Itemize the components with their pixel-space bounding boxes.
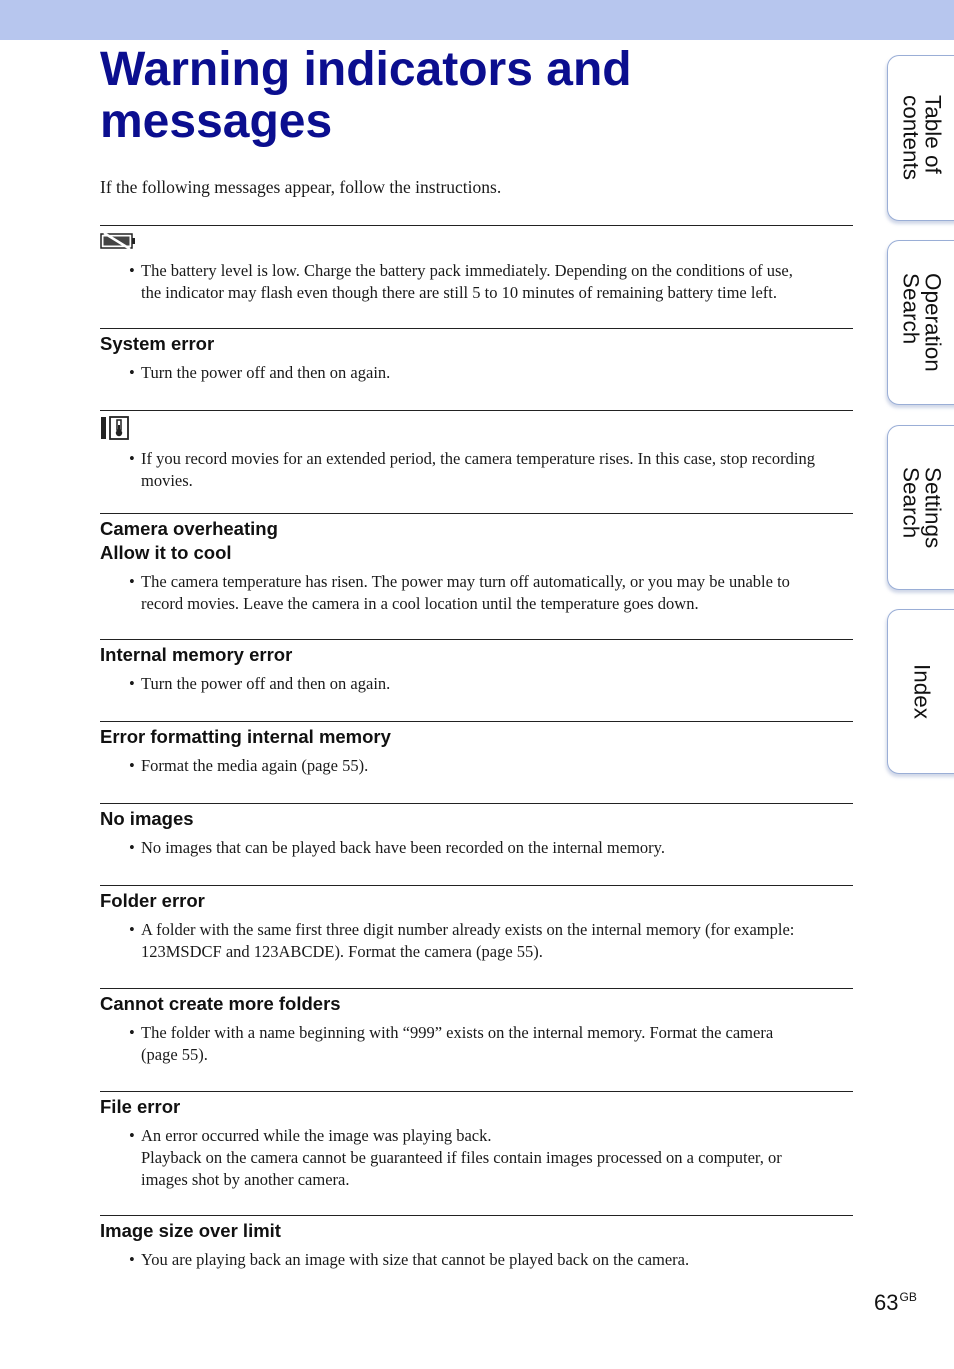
battery-low-icon xyxy=(100,231,136,251)
tab-label: Settings Search xyxy=(898,466,946,549)
tab-label: Operation Search xyxy=(898,273,946,372)
tab-label: Index xyxy=(909,663,935,720)
section-system-error xyxy=(100,328,853,410)
tab-table-of-contents[interactable] xyxy=(887,55,954,221)
list-item: • No images that can be played back have been recorded on the internal memory. xyxy=(100,837,853,859)
warning-list xyxy=(100,225,853,1276)
list-item: • The camera temperature has risen. The power may turn off automatically, or you may be unable to record movies. Leave the camera in a cool location until the temperature goes down. xyxy=(100,571,853,615)
section-error-formatting xyxy=(100,721,853,803)
section-internal-memory-error xyxy=(100,639,853,721)
section-heading: Folder error xyxy=(100,890,205,911)
section-file-error xyxy=(100,1091,853,1215)
section-image-size-over-limit xyxy=(100,1215,853,1276)
page-title-line-1: Warning indicators and xyxy=(100,43,632,96)
page-title xyxy=(100,44,840,148)
section-heading: File error xyxy=(100,1096,181,1117)
section-heading: Error formatting internal memory xyxy=(100,726,391,747)
list-item: • A folder with the same first three digit number already exists on the internal memory (for example: 123MSDCF and 123ABCDE). Format the camera (page 55). xyxy=(100,919,853,963)
section-temperature-warning xyxy=(100,410,853,513)
section-heading: System error xyxy=(100,333,215,354)
list-item: • Turn the power off and then on again. xyxy=(100,362,853,384)
tab-settings-search[interactable] xyxy=(887,425,954,590)
section-heading: Camera overheating Allow it to cool xyxy=(100,518,278,563)
section-heading: Internal memory error xyxy=(100,644,293,665)
page-number-suffix: GB xyxy=(899,1290,917,1304)
section-no-images xyxy=(100,803,853,885)
section-heading: Image size over limit xyxy=(100,1220,281,1241)
list-item: • An error occurred while the image was playing back. Playback on the camera cannot be guaranteed if files contain images processed on a computer, or images shot by another camera. xyxy=(100,1125,853,1191)
tab-operation-search[interactable] xyxy=(887,240,954,405)
tab-index[interactable] xyxy=(887,609,954,774)
section-cannot-create-folders xyxy=(100,988,853,1091)
tab-label: Table of contents xyxy=(898,95,946,181)
intro-text: If the following messages appear, follow the instructions. xyxy=(100,177,502,197)
list-item: • The battery level is low. Charge the battery pack immediately. Depending on the conditions of use, the indicator may flash even though there are still 5 to 10 minutes of remaining battery time left. xyxy=(100,260,853,304)
page-title-line-2: messages xyxy=(100,95,333,148)
list-item: • If you record movies for an extended period, the camera temperature rises. In this case, stop recording movies. xyxy=(100,448,853,492)
page-number: $63^{GB}$ xyxy=(874,1290,917,1315)
section-camera-overheating xyxy=(100,513,853,639)
section-heading: Cannot create more folders xyxy=(100,993,341,1014)
list-item: • The folder with a name beginning with “999” exists on the internal memory. Format the camera (page 55). xyxy=(100,1022,853,1066)
list-item: • Format the media again (page 55). xyxy=(100,755,853,777)
section-heading: No images xyxy=(100,808,194,829)
list-item: • You are playing back an image with size that cannot be played back on the camera. xyxy=(100,1249,853,1271)
section-folder-error xyxy=(100,885,853,988)
temperature-warning-icon xyxy=(100,416,130,440)
header-band xyxy=(0,0,954,40)
list-item: • Turn the power off and then on again. xyxy=(100,673,853,695)
section-battery-low xyxy=(100,225,853,328)
